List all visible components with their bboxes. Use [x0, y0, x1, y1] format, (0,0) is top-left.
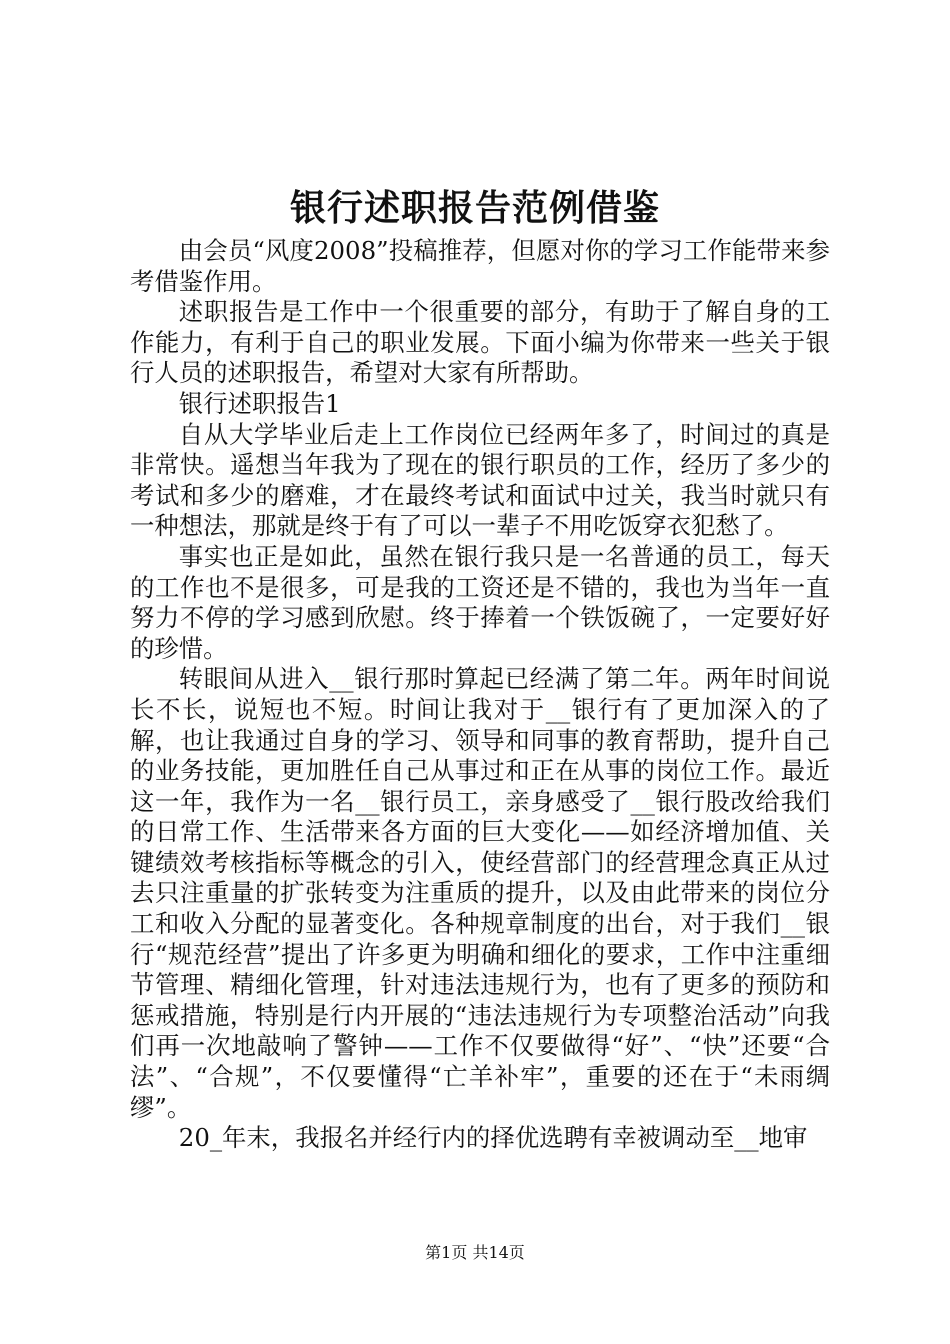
- paragraph-intro: 由会员“风度2008”投稿推荐，但愿对你的学习工作能带来参考借鉴作用。: [130, 236, 830, 296]
- document-body: [130, 236, 830, 1154]
- paragraph-body-3: 转眼间从进入__银行那时算起已经满了第二年。两年时间说长不长，说短也不短。时间让我对于__银行有了更加深入的了解，也让我通过自身的学习、领导和同事的教育帮助，提升自己的业务技能，更加胜任自己从事过和正在从事的岗位工作。最近这一年，我作为一名__银行员工，亲身感受了__银行股改给我们的日常工作、生活带来各方面的巨大变化——如经济增加值、关键绩效考核指标等概念的引入，使经营部门的经营理念真正从过去只注重量的扩张转变为注重质的提升，以及由此带来的岗位分工和收入分配的显著变化。各种规章制度的出台，对于我们__银行“规范经营”提出了许多更为明确和细化的要求，工作中注重细节管理、精细化管理，针对违法违规行为，也有了更多的预防和惩戒措施，特别是行内开展的“违法违规行为专项整治活动”向我们再一次地敲响了警钟——工作不仅要做得“好”、“快”还要“合法”、“合规”，不仅要懂得“亡羊补牢”，重要的还在于“未雨绸缪”。: [130, 664, 830, 1122]
- paragraph-body-1: 自从大学毕业后走上工作岗位已经两年多了，时间过的真是非常快。遥想当年我为了现在的银行职员的工作，经历了多少的考试和多少的磨难，才在最终考试和面试中过关，我当时就只有一种想法，那就是终于有了可以一辈子不用吃饭穿衣犯愁了。: [130, 419, 830, 541]
- page-footer: 第1页 共14页: [425, 1243, 525, 1262]
- paragraph-body-4: 20_年末，我报名并经行内的择优选聘有幸被调动至__地审: [178, 1123, 808, 1153]
- section-heading: 银行述职报告1: [178, 388, 341, 418]
- document-title: 银行述职报告范例借鉴: [289, 187, 660, 229]
- paragraph-summary: 述职报告是工作中一个很重要的部分，有助于了解自身的工作能力，有利于自己的职业发展。下面小编为你带来一些关于银行人员的述职报告，希望对大家有所帮助。: [130, 297, 830, 388]
- paragraph-body-2: 事实也正是如此，虽然在银行我只是一名普通的员工，每天的工作也不是很多，可是我的工资还是不错的，我也为当年一直努力不停的学习感到欣慰。终于捧着一个铁饭碗了，一定要好好的珍惜。: [130, 541, 830, 663]
